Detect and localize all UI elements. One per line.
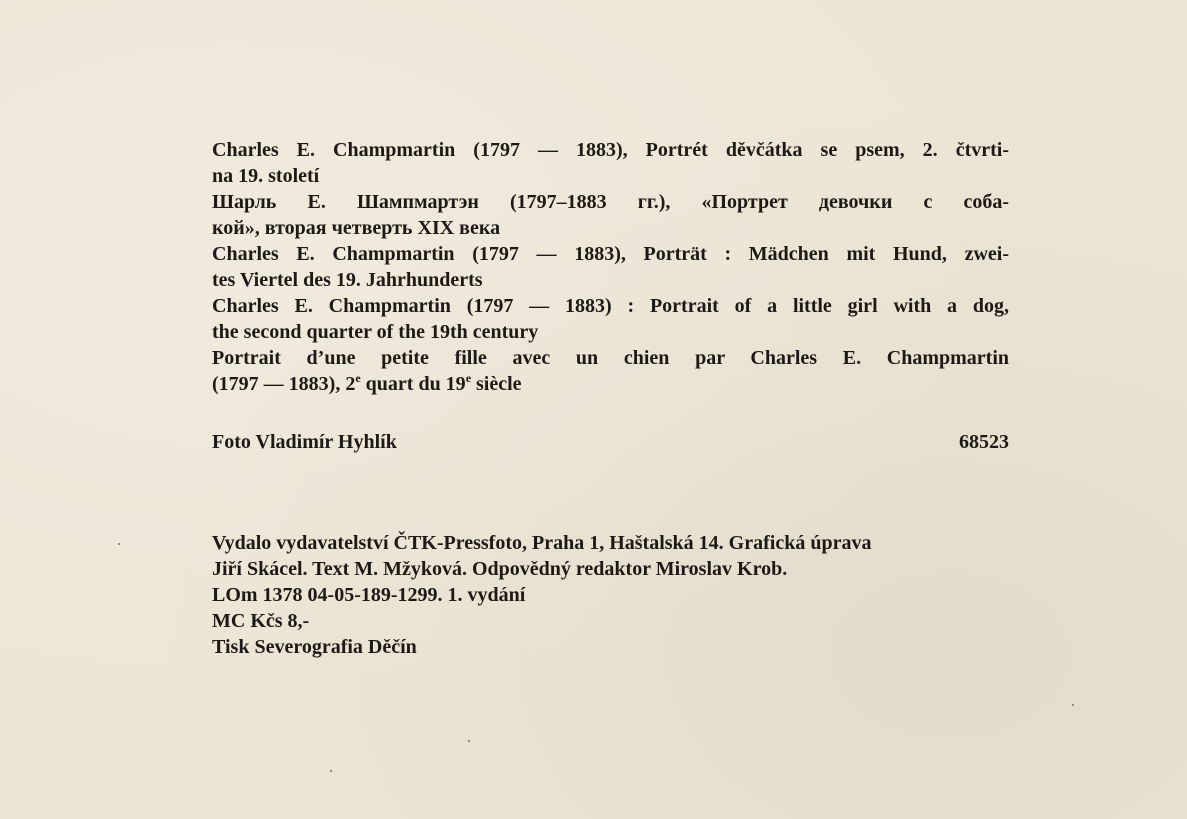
photo-credit: Foto Vladimír Hyhlík xyxy=(212,431,397,453)
caption-fr-line2 xyxy=(212,371,1009,397)
caption-de-line1: Charles E. Champmartin (1797 — 1883), Porträt : Mädchen mit Hund, zwei- xyxy=(212,243,1009,265)
imprint-line2: Jiří Skácel. Text M. Mžyková. Odpovědný redaktor Miroslav Krob. xyxy=(212,558,788,580)
caption-ru-line2: кой», вторая четверть XIX века xyxy=(212,217,501,239)
caption-fr-line2-post: siècle xyxy=(471,373,522,395)
ordinal-superscript: e xyxy=(465,371,472,385)
caption-de-line2: tes Viertel des 19. Jahrhunderts xyxy=(212,269,483,291)
caption-en-line2: the second quarter of the 19th century xyxy=(212,321,539,343)
paper-speck xyxy=(468,740,470,742)
caption-fr-line1: Portrait d’une petite fille avec un chien par Charles E. Champmartin xyxy=(212,347,1009,369)
imprint-line1: Vydalo vydavatelství ČTK-Pressfoto, Praha 1, Haštalská 14. Grafická úprava xyxy=(212,532,872,554)
ordinal-superscript: e xyxy=(355,371,361,385)
caption-fr-line2-mid: quart du 19 xyxy=(360,373,466,395)
publisher-imprint xyxy=(212,530,1009,660)
caption-cs-line2: na 19. století xyxy=(212,165,320,187)
caption-ru-line1: Шарль Е. Шампмартэн (1797–1883 гг.), «Портрет девочки с соба- xyxy=(212,191,1009,213)
caption-cs-line1: Charles E. Champmartin (1797 — 1883), Portrét děvčátka se psem, 2. čtvrti- xyxy=(212,139,1009,161)
credit-row xyxy=(212,429,1009,455)
paper-speck xyxy=(118,543,120,545)
caption-en-line1: Charles E. Champmartin (1797 — 1883) : Portrait of a little girl with a dog, xyxy=(212,295,1009,317)
imprint-line3: LOm 1378 04-05-189-1299. 1. vydání xyxy=(212,584,526,606)
imprint-line5: Tisk Severografia Děčín xyxy=(212,636,417,658)
caption-fr-line2-pre: (1797 — 1883), 2 xyxy=(212,373,356,395)
catalog-number: 68523 xyxy=(959,431,1009,453)
imprint-line4: MC Kčs 8,- xyxy=(212,610,310,632)
paper-speck xyxy=(330,770,332,772)
caption-block xyxy=(212,137,1009,397)
paper-speck xyxy=(1072,704,1074,706)
